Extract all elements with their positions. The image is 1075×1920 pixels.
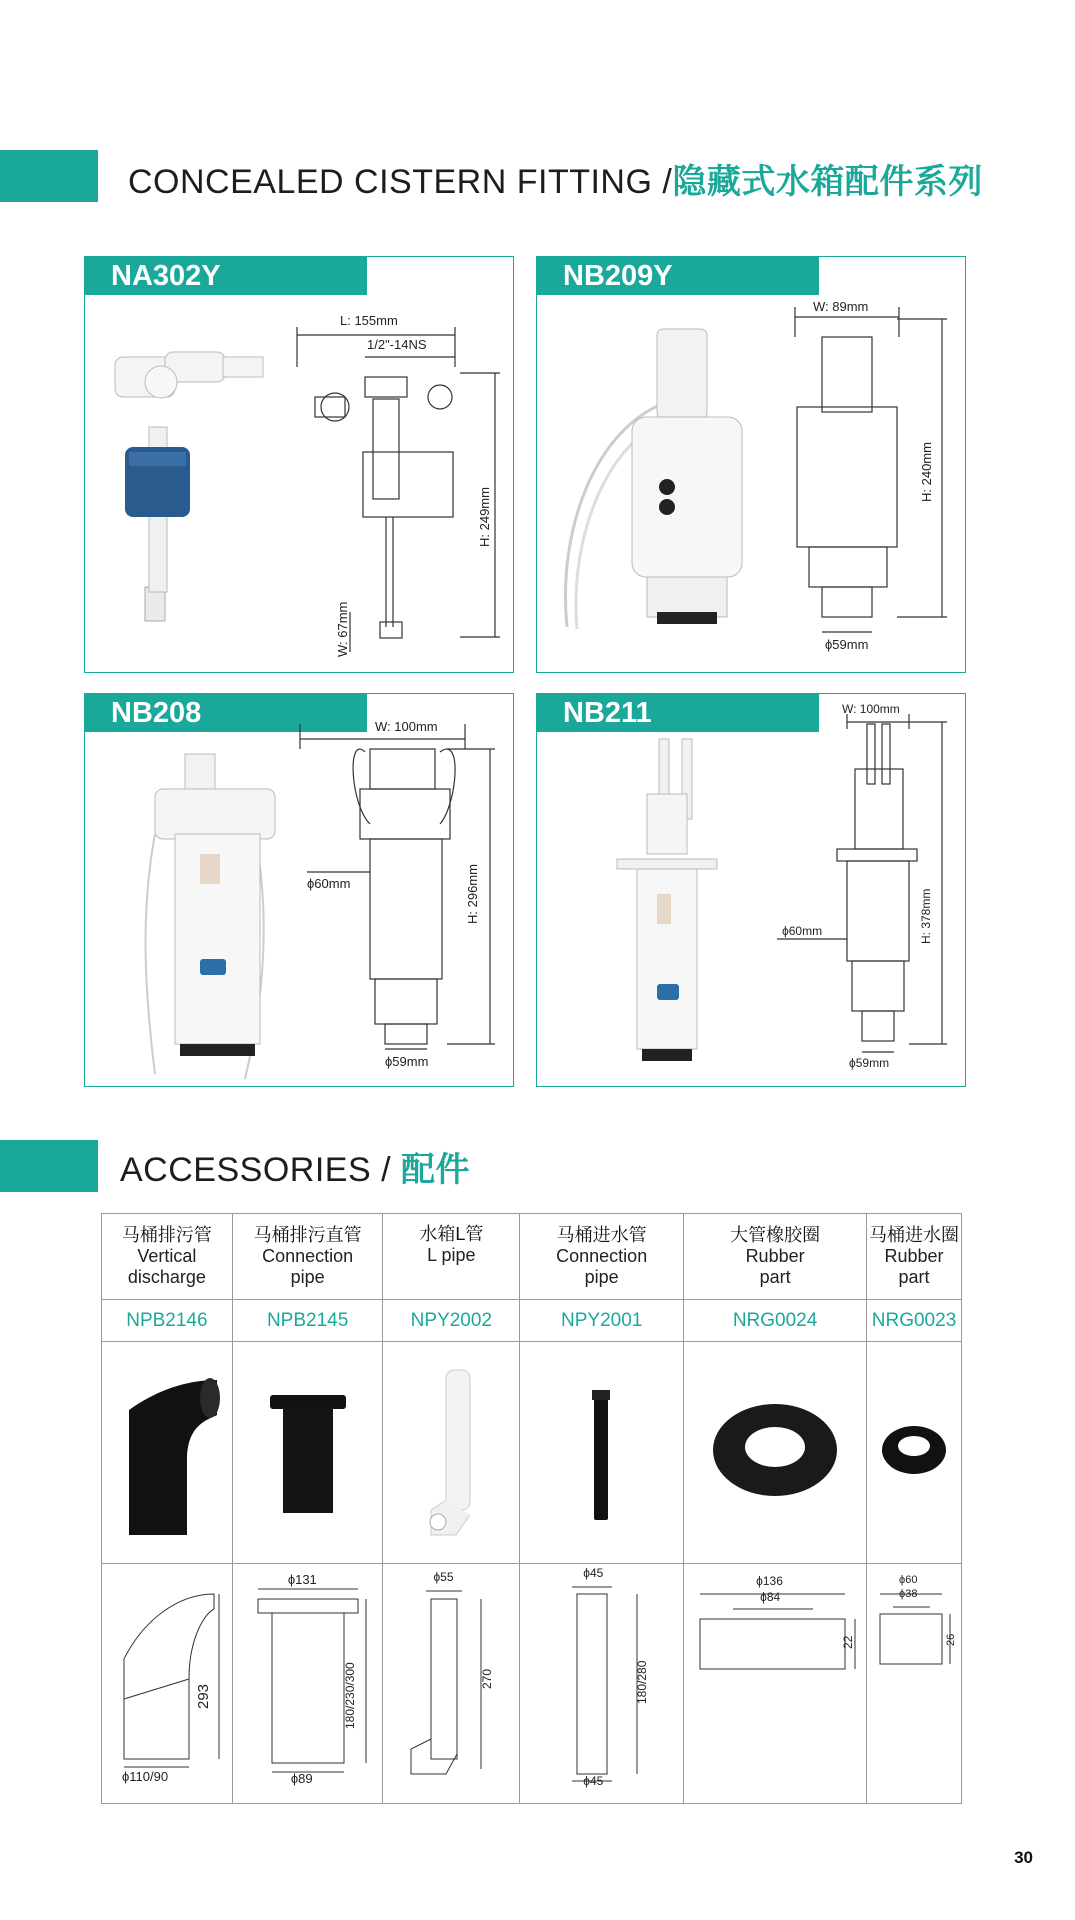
dim-top-label: ϕ131 — [287, 1572, 317, 1587]
flush-valve-illustration — [85, 694, 513, 1086]
accessories-table — [101, 1213, 962, 1804]
dim-height: H: 296mm — [465, 864, 480, 924]
dim-height-label: 180/230/300 — [342, 1662, 357, 1729]
table-header-cell: 马桶排污直管 Connection pipe — [232, 1214, 383, 1300]
dim-top-label: ϕ55 — [433, 1570, 454, 1584]
page-number: 30 — [1014, 1848, 1033, 1867]
table-header-row — [102, 1214, 962, 1300]
section-accent-bar — [0, 150, 98, 202]
product-model-tag: NA302Y — [85, 257, 367, 295]
dim-diameter-top: ϕ60mm — [307, 876, 351, 891]
product-code: NRG0024 — [684, 1300, 867, 1342]
dim-outer-label: ϕ136 — [756, 1574, 783, 1588]
dim-thread: 1/2"-14NS — [367, 337, 427, 352]
technical-drawing — [684, 1564, 867, 1804]
table-header-cell: 马桶进水圈 Rubber part — [867, 1214, 962, 1300]
dim-height: H: 378mm — [919, 888, 933, 944]
large-rubber-ring-photo — [700, 1350, 850, 1550]
l-pipe-drawing — [386, 1569, 516, 1794]
dim-bottom-label: ϕ89 — [290, 1771, 313, 1786]
dim-top-label: ϕ45 — [583, 1566, 604, 1580]
dim-height-label: 293 — [195, 1683, 212, 1709]
table-header-cell: 马桶排污管 Vertical discharge — [102, 1214, 233, 1300]
dim-diameter-label: ϕ110/90 — [122, 1769, 169, 1784]
table-header-cell: 水箱L管 L pipe — [383, 1214, 520, 1300]
product-photo — [232, 1342, 383, 1564]
dim-outer-label: ϕ60 — [899, 1574, 918, 1586]
section-title-cn: 隐藏式水箱配件系列 — [672, 163, 983, 201]
technical-drawing — [520, 1564, 684, 1804]
dim-height-label: 26 — [945, 1633, 958, 1646]
dim-inner-label: ϕ84 — [760, 1590, 781, 1604]
product-photo — [684, 1342, 867, 1564]
product-photo — [383, 1342, 520, 1564]
table-code-row — [102, 1300, 962, 1342]
straight-pipe-photo — [248, 1350, 368, 1550]
dim-height: H: 240mm — [919, 442, 934, 502]
small-rubber-ring-photo — [869, 1350, 959, 1550]
product-panel-na302y — [84, 256, 514, 673]
table-drawing-row — [102, 1564, 962, 1804]
section-title-fittings — [128, 154, 983, 203]
product-panel-nb208 — [84, 693, 514, 1087]
table-header-cell: 马桶进水管 Connection pipe — [520, 1214, 684, 1300]
flush-valve-illustration — [537, 694, 965, 1086]
dim-diameter-top: ϕ60mm — [782, 924, 823, 938]
technical-drawing — [232, 1564, 383, 1804]
dim-diameter: ϕ59mm — [825, 637, 869, 652]
dim-height: H: 249mm — [477, 487, 492, 547]
table-header-cell: 大管橡胶圈 Rubber part — [684, 1214, 867, 1300]
table-photo-row — [102, 1342, 962, 1564]
product-model-tag: NB208 — [85, 694, 367, 732]
dim-width: W: 100mm — [375, 719, 438, 734]
inlet-pipe-photo — [542, 1350, 662, 1550]
dim-height-label: 270 — [480, 1668, 495, 1689]
product-photo — [520, 1342, 684, 1564]
small-rubber-ring-drawing — [868, 1569, 960, 1794]
dim-width: W: 100mm — [842, 702, 900, 716]
fill-valve-illustration — [85, 257, 513, 672]
product-photo — [102, 1342, 233, 1564]
technical-drawing — [383, 1564, 520, 1804]
section-title-en: CONCEALED CISTERN FITTING / — [128, 163, 673, 201]
section-title-en: ACCESSORIES / — [120, 1151, 392, 1189]
section-title-cn: 配件 — [400, 1151, 470, 1189]
technical-drawing — [102, 1564, 233, 1804]
dim-height-label: 180/280 — [635, 1660, 650, 1704]
dim-width: W: 89mm — [813, 299, 869, 314]
dim-inner-label: ϕ38 — [899, 1588, 918, 1600]
dim-height-label: 22 — [841, 1635, 856, 1649]
product-photo — [867, 1342, 962, 1564]
section-title-accessories — [120, 1142, 470, 1191]
product-code: NRG0023 — [867, 1300, 962, 1342]
product-code: NPB2146 — [102, 1300, 233, 1342]
product-model-tag: NB209Y — [537, 257, 819, 295]
dim-bottom-label: ϕ45 — [583, 1774, 604, 1788]
technical-drawing — [867, 1564, 962, 1804]
product-panel-nb209y — [536, 256, 966, 673]
product-code: NPY2001 — [520, 1300, 684, 1342]
flush-valve-illustration — [537, 257, 965, 672]
dim-diameter: ϕ59mm — [385, 1054, 429, 1069]
product-code: NPY2002 — [383, 1300, 520, 1342]
elbow-pipe-drawing — [104, 1569, 229, 1794]
dim-width: W: 67mm — [335, 601, 350, 657]
product-panel-nb211 — [536, 693, 966, 1087]
dim-diameter: ϕ59mm — [849, 1056, 890, 1070]
l-pipe-photo — [391, 1350, 511, 1550]
section-accent-bar — [0, 1140, 98, 1192]
elbow-pipe-photo — [107, 1350, 227, 1550]
product-model-tag: NB211 — [537, 694, 819, 732]
product-code: NPB2145 — [232, 1300, 383, 1342]
inlet-pipe-drawing — [522, 1569, 682, 1794]
dim-length: L: 155mm — [340, 313, 398, 328]
